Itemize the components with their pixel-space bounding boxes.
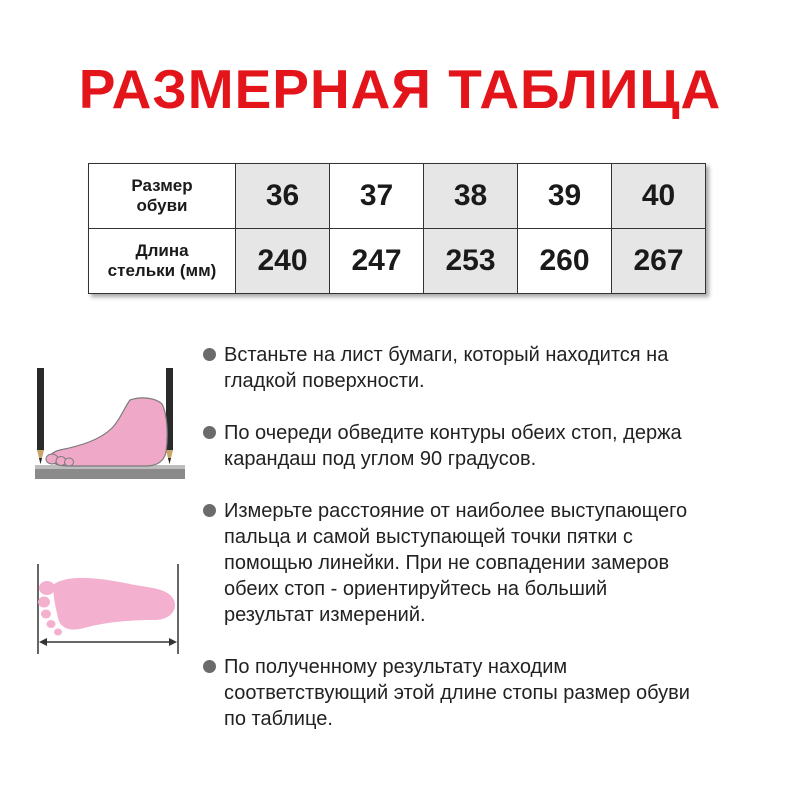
page-title: РАЗМЕРНАЯ ТАБЛИЦА: [78, 58, 722, 120]
foot-sole-icon: [53, 578, 175, 630]
instruction-item: [200, 420, 780, 472]
foot-side-tracing-icon: [30, 360, 190, 485]
size-table: [88, 163, 706, 294]
instruction-text: По очереди обведите контуры обеих стоп, держа карандаш под углом 90 градусов.: [224, 422, 682, 470]
instruction-text: По полученному результату находим соответствующий этой длине стопы размер обуви по таблице.: [224, 656, 690, 730]
size-cell: 36: [236, 164, 330, 229]
table-row-lengths: [89, 229, 706, 294]
size-cell: 39: [518, 164, 612, 229]
row-header-size: [89, 164, 236, 229]
length-cell: 267: [612, 229, 706, 294]
row-header-length-label: Длина стельки (мм): [107, 241, 217, 280]
bullet-dot-icon: [203, 426, 216, 439]
foot-top-measure-icon: [30, 562, 190, 662]
pencil-left-icon: [37, 368, 44, 464]
size-cell: 37: [330, 164, 424, 229]
length-cell: 260: [518, 229, 612, 294]
paper-base: [35, 468, 185, 479]
length-cell: 240: [236, 229, 330, 294]
table-row-sizes: [89, 164, 706, 229]
length-cell: 253: [424, 229, 518, 294]
bullet-dot-icon: [203, 660, 216, 673]
instruction-item: [200, 654, 780, 732]
row-header-size-label: Размер обуви: [131, 176, 193, 215]
arrow-right-icon: [169, 638, 177, 646]
instruction-text: Встаньте на лист бумаги, который находится на гладкой поверхности.: [224, 344, 669, 392]
row-header-length: [89, 229, 236, 294]
bullet-dot-icon: [203, 348, 216, 361]
bullet-dot-icon: [203, 504, 216, 517]
size-cell: 38: [424, 164, 518, 229]
size-cell: 40: [612, 164, 706, 229]
foot-side-icon: [49, 398, 167, 466]
instruction-item: [200, 342, 780, 394]
pencil-right-icon: [166, 368, 173, 464]
instruction-item: [200, 498, 780, 628]
instruction-text: Измерьте расстояние от наиболее выступающего пальца и самой выступающей точки пятки с помощью линейки. При не совпадении замеров обеих стоп - ориентируйтесь на больший результат измерений.: [224, 500, 688, 626]
length-cell: 247: [330, 229, 424, 294]
arrow-left-icon: [39, 638, 47, 646]
